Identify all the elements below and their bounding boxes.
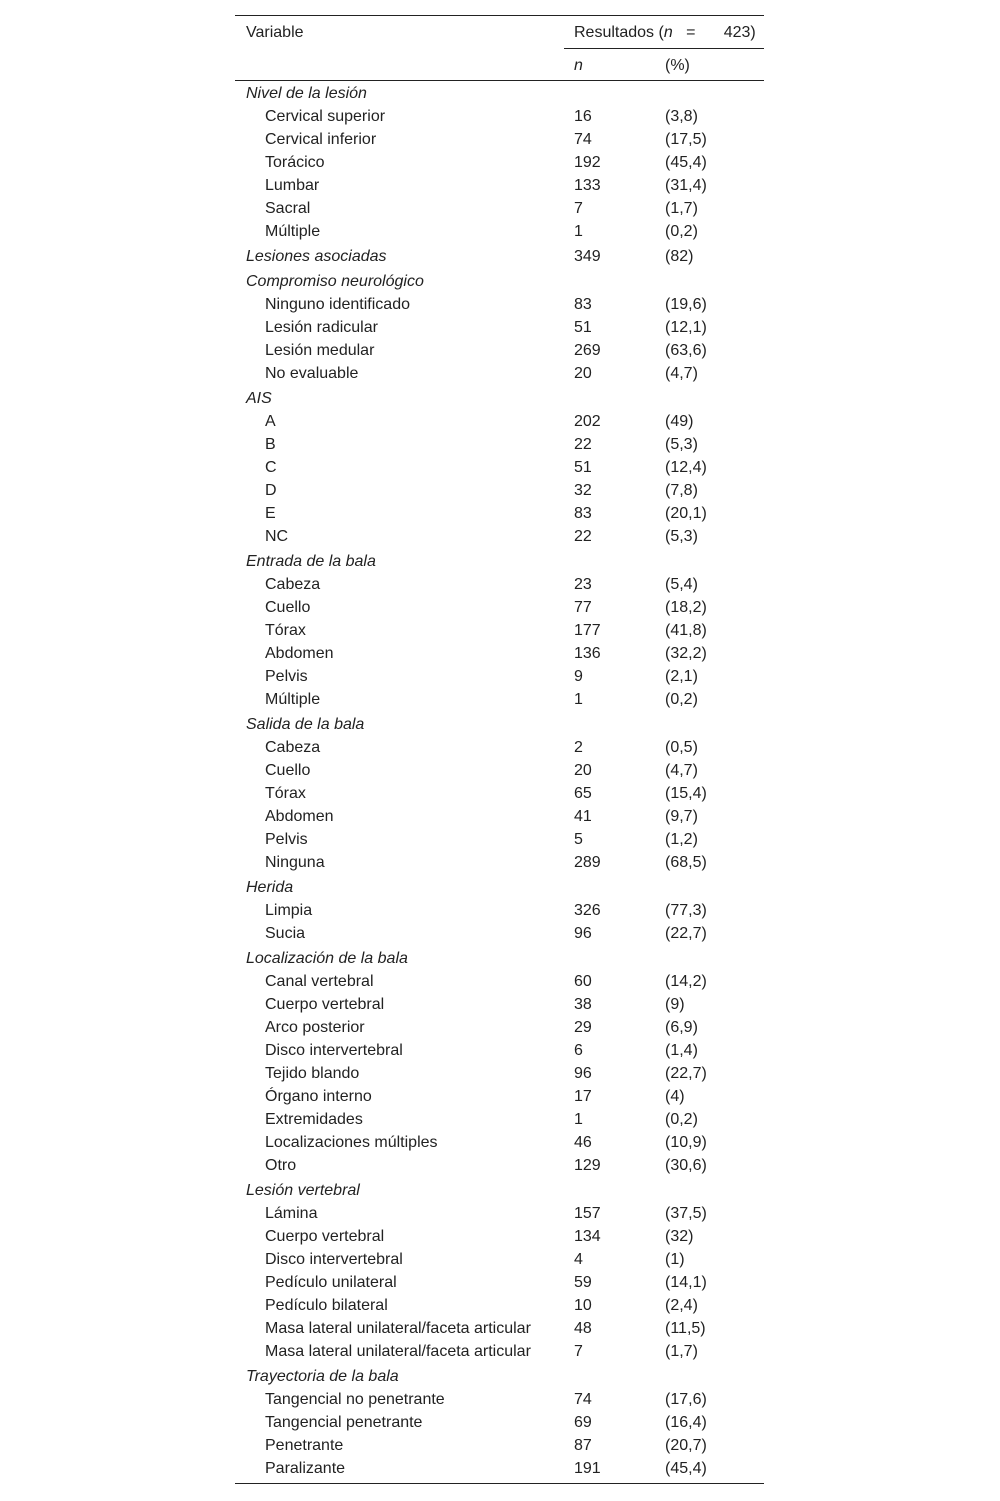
row-count: 41 bbox=[574, 808, 592, 825]
table-row bbox=[235, 1227, 764, 1250]
row-percent: (82) bbox=[665, 248, 694, 265]
row-percent: (45,4) bbox=[665, 1460, 707, 1477]
row-label: Tórax bbox=[265, 622, 306, 639]
row-percent: (11,5) bbox=[665, 1320, 706, 1337]
table-row bbox=[235, 621, 764, 644]
row-percent: (16,4) bbox=[665, 1414, 707, 1431]
row-label: Lámina bbox=[265, 1205, 318, 1222]
row-percent: (45,4) bbox=[665, 154, 707, 171]
category-label: Compromiso neurológico bbox=[246, 273, 424, 290]
category-row bbox=[235, 84, 764, 107]
category-row bbox=[235, 1181, 764, 1204]
row-label: Tórax bbox=[265, 785, 306, 802]
row-percent: (1,7) bbox=[665, 1343, 698, 1360]
bottom-rule bbox=[235, 1483, 764, 1484]
row-count: 4 bbox=[574, 1251, 583, 1268]
row-percent: (9,7) bbox=[665, 808, 698, 825]
category-label: Herida bbox=[246, 879, 294, 896]
category-row bbox=[235, 878, 764, 901]
row-percent: (4,7) bbox=[665, 365, 698, 382]
row-percent: (22,7) bbox=[665, 1065, 707, 1082]
table-row bbox=[235, 1296, 764, 1319]
row-label: D bbox=[265, 482, 277, 499]
row-percent: (32) bbox=[665, 1228, 694, 1245]
row-count: 9 bbox=[574, 668, 583, 685]
table-row bbox=[235, 738, 764, 761]
table-row bbox=[235, 481, 764, 504]
row-percent: (41,8) bbox=[665, 622, 707, 639]
row-percent: (17,6) bbox=[665, 1391, 707, 1408]
row-count: 1 bbox=[574, 223, 583, 240]
row-count: 23 bbox=[574, 576, 592, 593]
row-label: C bbox=[265, 459, 277, 476]
row-percent: (1) bbox=[665, 1251, 685, 1268]
row-count: 83 bbox=[574, 505, 592, 522]
row-label: Masa lateral unilateral/faceta articular bbox=[265, 1343, 531, 1360]
row-percent: (5,3) bbox=[665, 528, 698, 545]
table-row bbox=[235, 1087, 764, 1110]
table-row bbox=[235, 853, 764, 876]
row-label: Canal vertebral bbox=[265, 973, 374, 990]
table-row bbox=[235, 176, 764, 199]
row-count: 48 bbox=[574, 1320, 592, 1337]
table-row bbox=[235, 1436, 764, 1459]
category-row bbox=[235, 389, 764, 412]
row-percent: (0,2) bbox=[665, 223, 698, 240]
category-row bbox=[235, 949, 764, 972]
row-percent: (17,5) bbox=[665, 131, 707, 148]
row-count: 17 bbox=[574, 1088, 592, 1105]
row-percent: (12,4) bbox=[665, 459, 707, 476]
row-label: Abdomen bbox=[265, 808, 334, 825]
row-percent: (20,7) bbox=[665, 1437, 707, 1454]
row-label: Pelvis bbox=[265, 831, 308, 848]
row-percent: (2,4) bbox=[665, 1297, 698, 1314]
row-percent: (14,2) bbox=[665, 973, 707, 990]
row-label: Múltiple bbox=[265, 223, 321, 240]
table-row bbox=[235, 1459, 764, 1482]
row-count: 202 bbox=[574, 413, 601, 430]
row-label: Lumbar bbox=[265, 177, 320, 194]
row-label: Tangencial penetrante bbox=[265, 1414, 423, 1431]
row-percent: (1,7) bbox=[665, 200, 698, 217]
row-count: 5 bbox=[574, 831, 583, 848]
row-percent: (68,5) bbox=[665, 854, 707, 871]
category-row bbox=[235, 715, 764, 738]
row-label: Torácico bbox=[265, 154, 325, 171]
header-col-pct: (%) bbox=[665, 57, 690, 74]
row-label: Disco intervertebral bbox=[265, 1042, 403, 1059]
row-percent: (12,1) bbox=[665, 319, 707, 336]
row-percent: (4) bbox=[665, 1088, 685, 1105]
row-percent: (10,9) bbox=[665, 1134, 707, 1151]
table-row bbox=[235, 364, 764, 387]
row-count: 38 bbox=[574, 996, 592, 1013]
row-percent: (5,3) bbox=[665, 436, 698, 453]
table-row bbox=[235, 784, 764, 807]
row-label: Paralizante bbox=[265, 1460, 346, 1477]
category-label: AIS bbox=[246, 390, 272, 407]
row-count: 191 bbox=[574, 1460, 601, 1477]
row-label: Pedículo unilateral bbox=[265, 1274, 397, 1291]
row-count: 134 bbox=[574, 1228, 601, 1245]
row-label: Tangencial no penetrante bbox=[265, 1391, 445, 1408]
row-percent: (3,8) bbox=[665, 108, 698, 125]
row-count: 10 bbox=[574, 1297, 592, 1314]
row-label: Lesión medular bbox=[265, 342, 375, 359]
header-bottom-rule bbox=[235, 80, 764, 81]
row-percent: (18,2) bbox=[665, 599, 707, 616]
table-row bbox=[235, 690, 764, 713]
row-count: 96 bbox=[574, 1065, 592, 1082]
row-count: 2 bbox=[574, 739, 583, 756]
row-count: 51 bbox=[574, 459, 592, 476]
table-row bbox=[235, 222, 764, 245]
row-label: Pelvis bbox=[265, 668, 308, 685]
table-row bbox=[235, 107, 764, 130]
row-label: Masa lateral unilateral/faceta articular bbox=[265, 1320, 531, 1337]
table-row bbox=[235, 412, 764, 435]
row-count: 20 bbox=[574, 365, 592, 382]
row-count: 177 bbox=[574, 622, 601, 639]
table-row bbox=[235, 1110, 764, 1133]
table-row bbox=[235, 458, 764, 481]
row-label: Órgano interno bbox=[265, 1088, 372, 1105]
row-label: Cuerpo vertebral bbox=[265, 1228, 385, 1245]
row-label: Penetrante bbox=[265, 1437, 344, 1454]
row-label: Cabeza bbox=[265, 739, 321, 756]
row-count: 7 bbox=[574, 1343, 583, 1360]
row-label: Extremidades bbox=[265, 1111, 363, 1128]
row-percent: (6,9) bbox=[665, 1019, 698, 1036]
row-count: 16 bbox=[574, 108, 592, 125]
row-label: Cuerpo vertebral bbox=[265, 996, 385, 1013]
row-label: Disco intervertebral bbox=[265, 1251, 403, 1268]
row-percent: (4,7) bbox=[665, 762, 698, 779]
row-percent: (37,5) bbox=[665, 1205, 707, 1222]
table-row bbox=[235, 1250, 764, 1273]
row-label: Cervical superior bbox=[265, 108, 386, 125]
row-label: A bbox=[265, 413, 276, 430]
row-label: NC bbox=[265, 528, 289, 545]
row-count: 60 bbox=[574, 973, 592, 990]
header-subrule bbox=[564, 48, 764, 49]
row-label: Lesión radicular bbox=[265, 319, 378, 336]
row-count: 1 bbox=[574, 1111, 583, 1128]
row-count: 289 bbox=[574, 854, 601, 871]
row-percent: (14,1) bbox=[665, 1274, 707, 1291]
table-row bbox=[235, 527, 764, 550]
row-count: 20 bbox=[574, 762, 592, 779]
row-percent: (31,4) bbox=[665, 177, 707, 194]
category-label: Entrada de la bala bbox=[246, 553, 376, 570]
header-variable: Variable bbox=[246, 24, 304, 41]
row-percent: (5,4) bbox=[665, 576, 698, 593]
row-label: Cabeza bbox=[265, 576, 321, 593]
row-count: 65 bbox=[574, 785, 592, 802]
row-percent: (32,2) bbox=[665, 645, 707, 662]
row-percent: (0,2) bbox=[665, 1111, 698, 1128]
row-percent: (2,1) bbox=[665, 668, 698, 685]
header-results: Resultados (n = 423) bbox=[574, 24, 756, 41]
table-row bbox=[235, 130, 764, 153]
row-label: Limpia bbox=[265, 902, 313, 919]
table-row bbox=[235, 644, 764, 667]
row-count: 7 bbox=[574, 200, 583, 217]
table-row bbox=[235, 830, 764, 853]
row-label: Pedículo bilateral bbox=[265, 1297, 388, 1314]
row-label: Arco posterior bbox=[265, 1019, 365, 1036]
top-rule bbox=[235, 15, 764, 16]
category-row bbox=[235, 247, 764, 270]
table-row bbox=[235, 435, 764, 458]
row-count: 32 bbox=[574, 482, 592, 499]
row-percent: (1,4) bbox=[665, 1042, 698, 1059]
row-label: No evaluable bbox=[265, 365, 359, 382]
table-row bbox=[235, 761, 764, 784]
row-count: 51 bbox=[574, 319, 592, 336]
row-label: Tejido blando bbox=[265, 1065, 360, 1082]
table-row bbox=[235, 995, 764, 1018]
row-count: 22 bbox=[574, 528, 592, 545]
row-percent: (0,2) bbox=[665, 691, 698, 708]
row-count: 69 bbox=[574, 1414, 592, 1431]
row-count: 1 bbox=[574, 691, 583, 708]
row-count: 83 bbox=[574, 296, 592, 313]
table-row bbox=[235, 924, 764, 947]
row-count: 157 bbox=[574, 1205, 601, 1222]
row-count: 29 bbox=[574, 1019, 592, 1036]
row-label: B bbox=[265, 436, 276, 453]
row-percent: (49) bbox=[665, 413, 694, 430]
category-label: Salida de la bala bbox=[246, 716, 365, 733]
table-row bbox=[235, 199, 764, 222]
table-row bbox=[235, 598, 764, 621]
row-percent: (30,6) bbox=[665, 1157, 707, 1174]
table-row bbox=[235, 341, 764, 364]
row-percent: (7,8) bbox=[665, 482, 698, 499]
row-count: 133 bbox=[574, 177, 601, 194]
category-label: Trayectoria de la bala bbox=[246, 1368, 399, 1385]
table-row bbox=[235, 807, 764, 830]
row-label: Abdomen bbox=[265, 645, 334, 662]
row-percent: (22,7) bbox=[665, 925, 707, 942]
row-percent: (77,3) bbox=[665, 902, 707, 919]
category-label: Localización de la bala bbox=[246, 950, 408, 967]
header-col-n: n bbox=[574, 57, 583, 74]
table-row bbox=[235, 1204, 764, 1227]
row-count: 349 bbox=[574, 248, 601, 265]
table-row bbox=[235, 1018, 764, 1041]
row-count: 326 bbox=[574, 902, 601, 919]
row-percent: (63,6) bbox=[665, 342, 707, 359]
table-row bbox=[235, 1156, 764, 1179]
category-row bbox=[235, 1367, 764, 1390]
row-label: Cuello bbox=[265, 599, 311, 616]
row-percent: (1,2) bbox=[665, 831, 698, 848]
category-row bbox=[235, 552, 764, 575]
row-count: 269 bbox=[574, 342, 601, 359]
table-row bbox=[235, 901, 764, 924]
row-count: 192 bbox=[574, 154, 601, 171]
table-row bbox=[235, 153, 764, 176]
row-label: Otro bbox=[265, 1157, 297, 1174]
row-label: Cervical inferior bbox=[265, 131, 377, 148]
table-row bbox=[235, 1133, 764, 1156]
row-count: 46 bbox=[574, 1134, 592, 1151]
table-row bbox=[235, 1041, 764, 1064]
row-percent: (9) bbox=[665, 996, 685, 1013]
row-label: Múltiple bbox=[265, 691, 321, 708]
table-row bbox=[235, 667, 764, 690]
table-row bbox=[235, 504, 764, 527]
row-count: 22 bbox=[574, 436, 592, 453]
category-label: Lesión vertebral bbox=[246, 1182, 360, 1199]
row-count: 96 bbox=[574, 925, 592, 942]
table-row bbox=[235, 1064, 764, 1087]
row-percent: (20,1) bbox=[665, 505, 707, 522]
row-percent: (0,5) bbox=[665, 739, 698, 756]
table-row bbox=[235, 1342, 764, 1365]
table-row bbox=[235, 318, 764, 341]
row-count: 129 bbox=[574, 1157, 601, 1174]
table-row bbox=[235, 575, 764, 598]
row-count: 6 bbox=[574, 1042, 583, 1059]
row-count: 87 bbox=[574, 1437, 592, 1454]
table-row bbox=[235, 1319, 764, 1342]
category-label: Nivel de la lesión bbox=[246, 85, 367, 102]
table-row bbox=[235, 1413, 764, 1436]
row-label: Sucia bbox=[265, 925, 306, 942]
row-percent: (19,6) bbox=[665, 296, 707, 313]
table-row bbox=[235, 1390, 764, 1413]
row-count: 74 bbox=[574, 131, 592, 148]
row-label: Cuello bbox=[265, 762, 311, 779]
row-label: E bbox=[265, 505, 276, 522]
category-label: Lesiones asociadas bbox=[246, 248, 387, 265]
row-label: Sacral bbox=[265, 200, 311, 217]
row-percent: (15,4) bbox=[665, 785, 707, 802]
row-count: 59 bbox=[574, 1274, 592, 1291]
table-row bbox=[235, 295, 764, 318]
row-label: Localizaciones múltiples bbox=[265, 1134, 438, 1151]
row-count: 136 bbox=[574, 645, 601, 662]
category-row bbox=[235, 272, 764, 295]
table-row bbox=[235, 1273, 764, 1296]
row-count: 74 bbox=[574, 1391, 592, 1408]
row-count: 77 bbox=[574, 599, 592, 616]
table-row bbox=[235, 972, 764, 995]
row-label: Ninguno identificado bbox=[265, 296, 410, 313]
row-label: Ninguna bbox=[265, 854, 325, 871]
